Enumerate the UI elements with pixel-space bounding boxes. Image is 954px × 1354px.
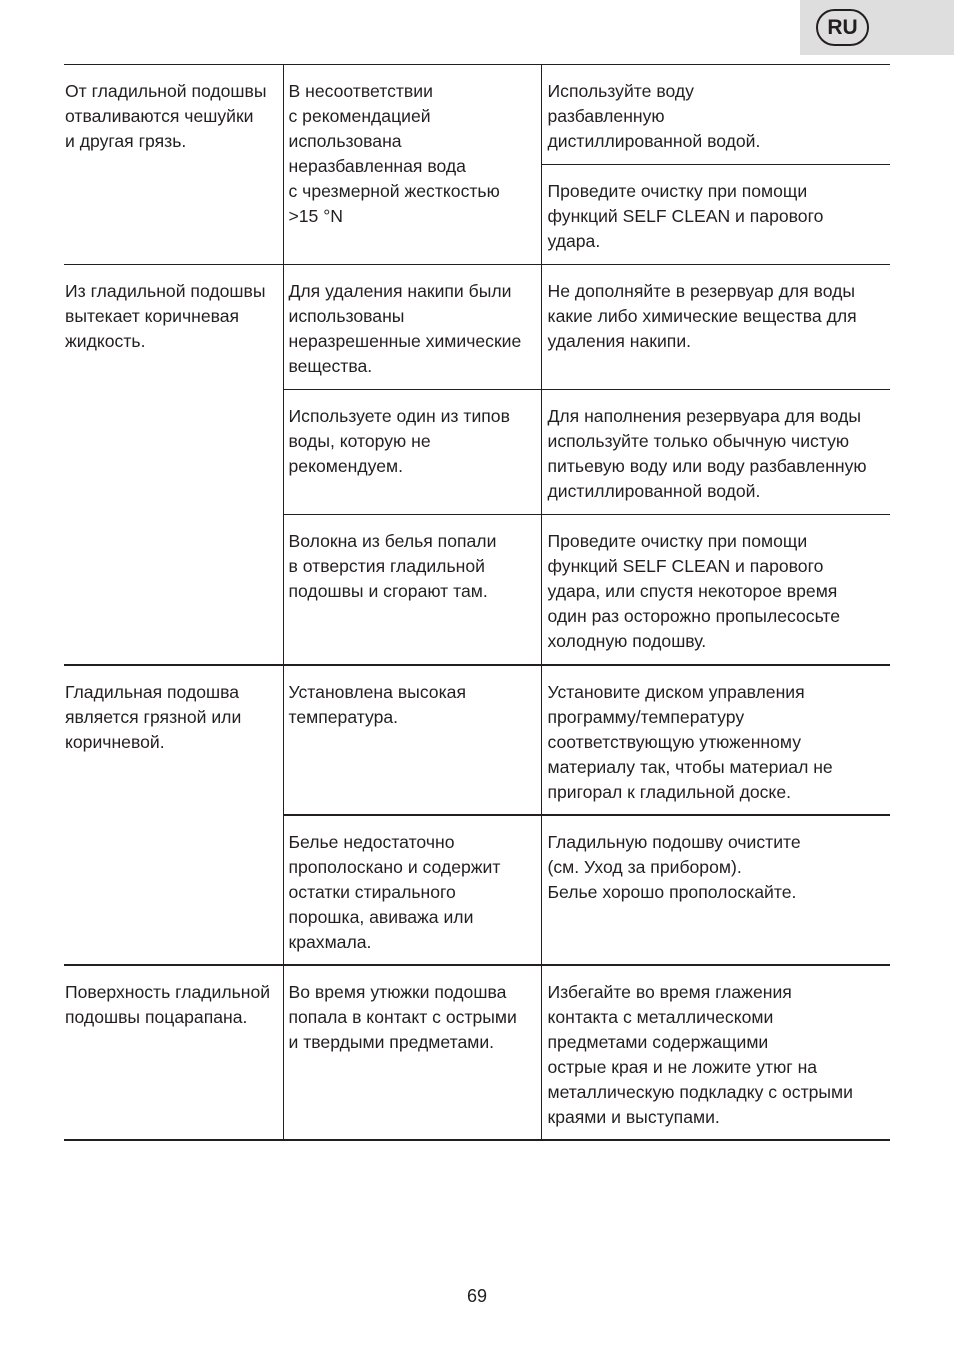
table-row [64,265,890,390]
problem-cell: От гладильной подошвы отваливаются чешуйки и другая грязь. [64,65,283,265]
cause-cell: Используете один из типов воды, которую не рекомендуем. [283,390,541,515]
troubleshooting-table [64,64,890,1141]
problem-cell: Гладильная подошва является грязной или коричневой. [64,665,283,965]
language-badge: RU [816,9,869,46]
solution-cell: Используйте воду разбавленную дистиллированной водой. [541,65,890,165]
solution-cell: Гладильную подошву очистите (см. Уход за прибором). Белье хорошо прополоскайте. [541,815,890,965]
cause-cell: Установлена высокая температура. [283,665,541,815]
cause-cell: Белье недостаточно прополоскано и содержит остатки стирального порошка, авиважа или крахмала. [283,815,541,965]
problem-cell: Из гладильной подошвы вытекает коричневая жидкость. [64,265,283,665]
cause-cell: Волокна из белья попали в отверстия гладильной подошвы и сгорают там. [283,515,541,665]
solution-cell: Для наполнения резервуара для воды используйте только обычную чистую питьевую воду или воду разбавленную дистиллированной водой. [541,390,890,515]
solution-cell: Проведите очистку при помощи функций SELF CLEAN и парового удара, или спустя некоторое время один раз осторожно пропылесосьте холодную подошву. [541,515,890,665]
problem-cell: Поверхность гладильной подошвы поцарапана. [64,965,283,1140]
cause-cell: Для удаления накипи были использованы неразрешенные химические вещества. [283,265,541,390]
language-tab [800,0,954,55]
solution-cell: Избегайте во время глажения контакта с металлическоми предметами содержащими острые края и не ложите утюг на металлическую подкладку с острыми краями и выступами. [541,965,890,1140]
table-row [64,965,890,1140]
solution-cell: Установите диском управления программу/температуру соответствующую утюженному материалу так, чтобы материал не пригорал к гладильной доске. [541,665,890,815]
table-row [64,665,890,815]
solution-cell: Не дополняйте в резервуар для воды какие либо химические вещества для удаления накипи. [541,265,890,390]
cause-cell: Во время утюжки подошва попала в контакт с острыми и твердыми предметами. [283,965,541,1140]
page-number: 69 [466,1286,488,1306]
cause-cell: В несоответствии с рекомендацией использована неразбавленная вода с чрезмерной жесткостью >15 °N [283,65,541,265]
table-row [64,65,890,165]
solution-cell: Проведите очистку при помощи функций SELF CLEAN и парового удара. [541,165,890,265]
